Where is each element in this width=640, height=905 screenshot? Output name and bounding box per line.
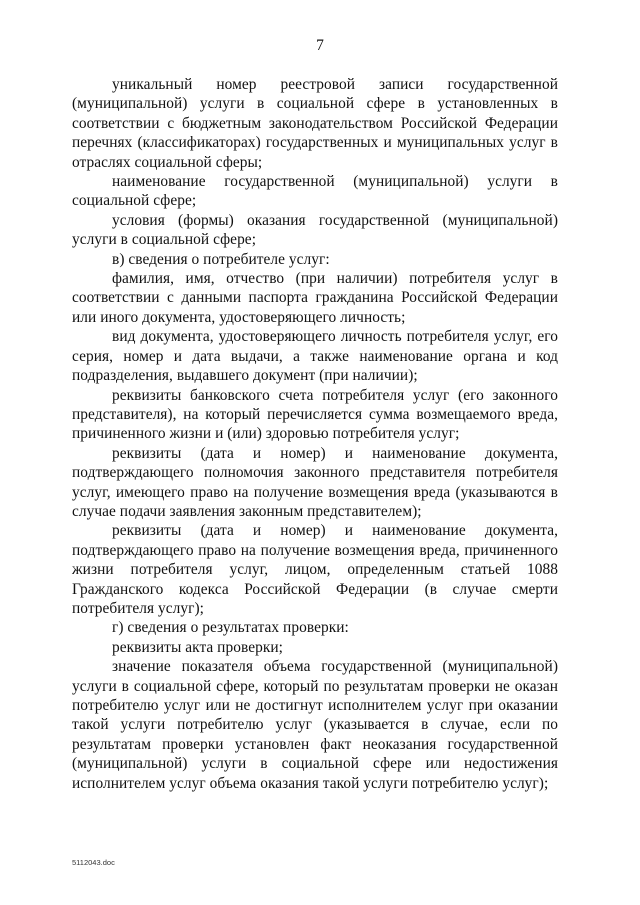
paragraph-representative-document: реквизиты (дата и номер) и наименование документа, подтверждающего полномочия законного представителя потребителя услуг, имеющего право на получение возмещения вреда (указываются в случае подачи заявления законным представителем); — [72, 444, 558, 520]
paragraph-registry-number: уникальный номер реестровой записи государственной (муниципальной) услуги в социальной сфере в установленных в соответствии с бюджетным законодательством Российской Федерации перечнях (классификаторах) государственных и муниципальных услуг в отраслях социальной сферы; — [72, 76, 558, 171]
paragraph-bank-account: реквизиты банковского счета потребителя услуг (его законного представителя), на который перечисляется сумма возмещаемого вреда, причиненного жизни и (или) здоровью потребителя услуг; — [72, 386, 558, 443]
paragraph-id-document: вид документа, удостоверяющего личность потребителя услуг, его серия, номер и дата выдачи, а также наименование органа и код подразделения, выдавшего документ (при наличии); — [72, 328, 558, 385]
paragraph-inspection-heading: г) сведения о результатах проверки: — [112, 619, 349, 637]
page-number: 7 — [316, 37, 324, 54]
document-body — [72, 75, 558, 793]
paragraph-right-document: реквизиты (дата и номер) и наименование документа, подтверждающего право на получение возмещения вреда, причиненного жизни потребителя услуг, лицом, определенным статьей 1088 Гражданского кодекса Российской Федерации (в случае смерти потребителя услуг); — [72, 522, 558, 617]
paragraph-inspection-act: реквизиты акта проверки; — [112, 638, 283, 656]
paragraph-service-conditions: условия (формы) оказания государственной (муниципальной) услуги в социальной сфере; — [72, 211, 558, 249]
paragraph-service-name: наименование государственной (муниципальной) услуги в социальной сфере; — [72, 173, 558, 210]
document-file-code: 5112043.doc — [72, 858, 115, 867]
paragraph-consumer-info-heading: в) сведения о потребителе услуг: — [112, 250, 330, 268]
paragraph-consumer-name: фамилия, имя, отчество (при наличии) потребителя услуг в соответствии с данными паспорта гражданина Российской Федерации или иного документа, удостоверяющего личность; — [72, 270, 558, 326]
paragraph-volume-indicator: значение показателя объема государственной (муниципальной) услуги в социальной сфере, который по результатам проверки не оказан потребителю услуг или не достигнут исполнителем услуг при оказании такой услуги потребителю услуг (указывается в случае, если по результатам проверки установлен факт неоказания государственной (муниципальной) услуги в социальной сфере или недостижения исполнителем услуг объема оказания такой услуги потребителю услуг); — [72, 658, 558, 792]
